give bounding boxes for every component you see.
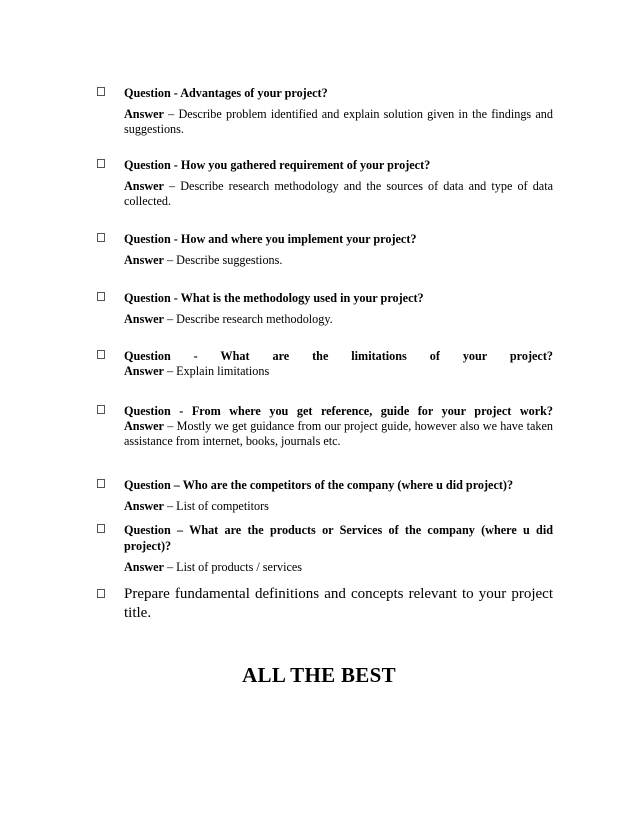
answer-text: [124, 107, 553, 137]
answer-label: Answer: [124, 560, 164, 574]
question-text: Question - How you gathered requirement of your project?: [124, 158, 431, 172]
answer-text: [124, 312, 553, 327]
checkbox-bullet-icon: [97, 524, 105, 533]
answer-label: Answer: [124, 107, 164, 121]
answer-text: [124, 499, 553, 514]
answer-body: – Describe research methodology.: [163, 312, 333, 326]
question-text: Question - From where you get reference, guide for your project work?: [124, 404, 553, 418]
qa-item-requirements: [97, 157, 553, 209]
answer-body: – Describe problem identified and explain solution given in the findings and suggestions.: [124, 107, 553, 136]
checkbox-bullet-icon: [97, 479, 105, 488]
answer-text: [124, 560, 553, 575]
answer-label: Answer: [124, 499, 164, 513]
qa-item-implementation: [97, 231, 553, 268]
checkbox-bullet-icon: [97, 589, 105, 598]
answer-label: Answer: [124, 419, 164, 433]
question-text: Question – What are the products or Services of the company (where u did project)?: [124, 523, 553, 553]
answer-body: – Mostly we get guidance from our project guide, however also we have taken assistance from internet, books, journals etc.: [124, 419, 553, 448]
checkbox-bullet-icon: [97, 87, 105, 96]
answer-label: Answer: [124, 179, 164, 193]
question-text: Question - Advantages of your project?: [124, 86, 328, 100]
checkbox-bullet-icon: [97, 233, 105, 242]
qa-item-competitors: [97, 477, 553, 514]
answer-text: [124, 419, 553, 449]
qa-item-methodology: [97, 290, 553, 327]
answer-text: [124, 364, 553, 379]
answer-body: – List of products / services: [163, 560, 303, 574]
answer-label: Answer: [124, 312, 164, 326]
answer-body: – Describe research methodology and the sources of data and type of data collected.: [124, 179, 553, 208]
checkbox-bullet-icon: [97, 292, 105, 301]
question-text: Question - What are the limitations of your project?: [124, 349, 553, 363]
answer-body: – Explain limitations: [163, 364, 270, 378]
answer-label: Answer: [124, 253, 164, 267]
qa-item-advantages: [97, 85, 553, 137]
qa-item-limitations: [97, 348, 553, 379]
closing-title: ALL THE BEST: [242, 663, 396, 687]
qa-item-products: [97, 522, 553, 575]
answer-body: – List of competitors: [163, 499, 269, 513]
definitions-text: Prepare fundamental definitions and concepts relevant to your project title.: [124, 586, 553, 621]
question-text: Question - How and where you implement your project?: [124, 232, 417, 246]
qa-item-reference: [97, 403, 553, 449]
checkbox-bullet-icon: [97, 350, 105, 359]
answer-text: [124, 179, 553, 209]
answer-label: Answer: [124, 364, 164, 378]
question-text: Question - What is the methodology used in your project?: [124, 291, 424, 305]
answer-body: – Describe suggestions.: [163, 253, 283, 267]
checkbox-bullet-icon: [97, 405, 105, 414]
checkbox-bullet-icon: [97, 159, 105, 168]
question-text: Question – Who are the competitors of the company (where u did project)?: [124, 478, 514, 492]
definitions-item: [97, 585, 553, 623]
answer-text: [124, 253, 553, 268]
